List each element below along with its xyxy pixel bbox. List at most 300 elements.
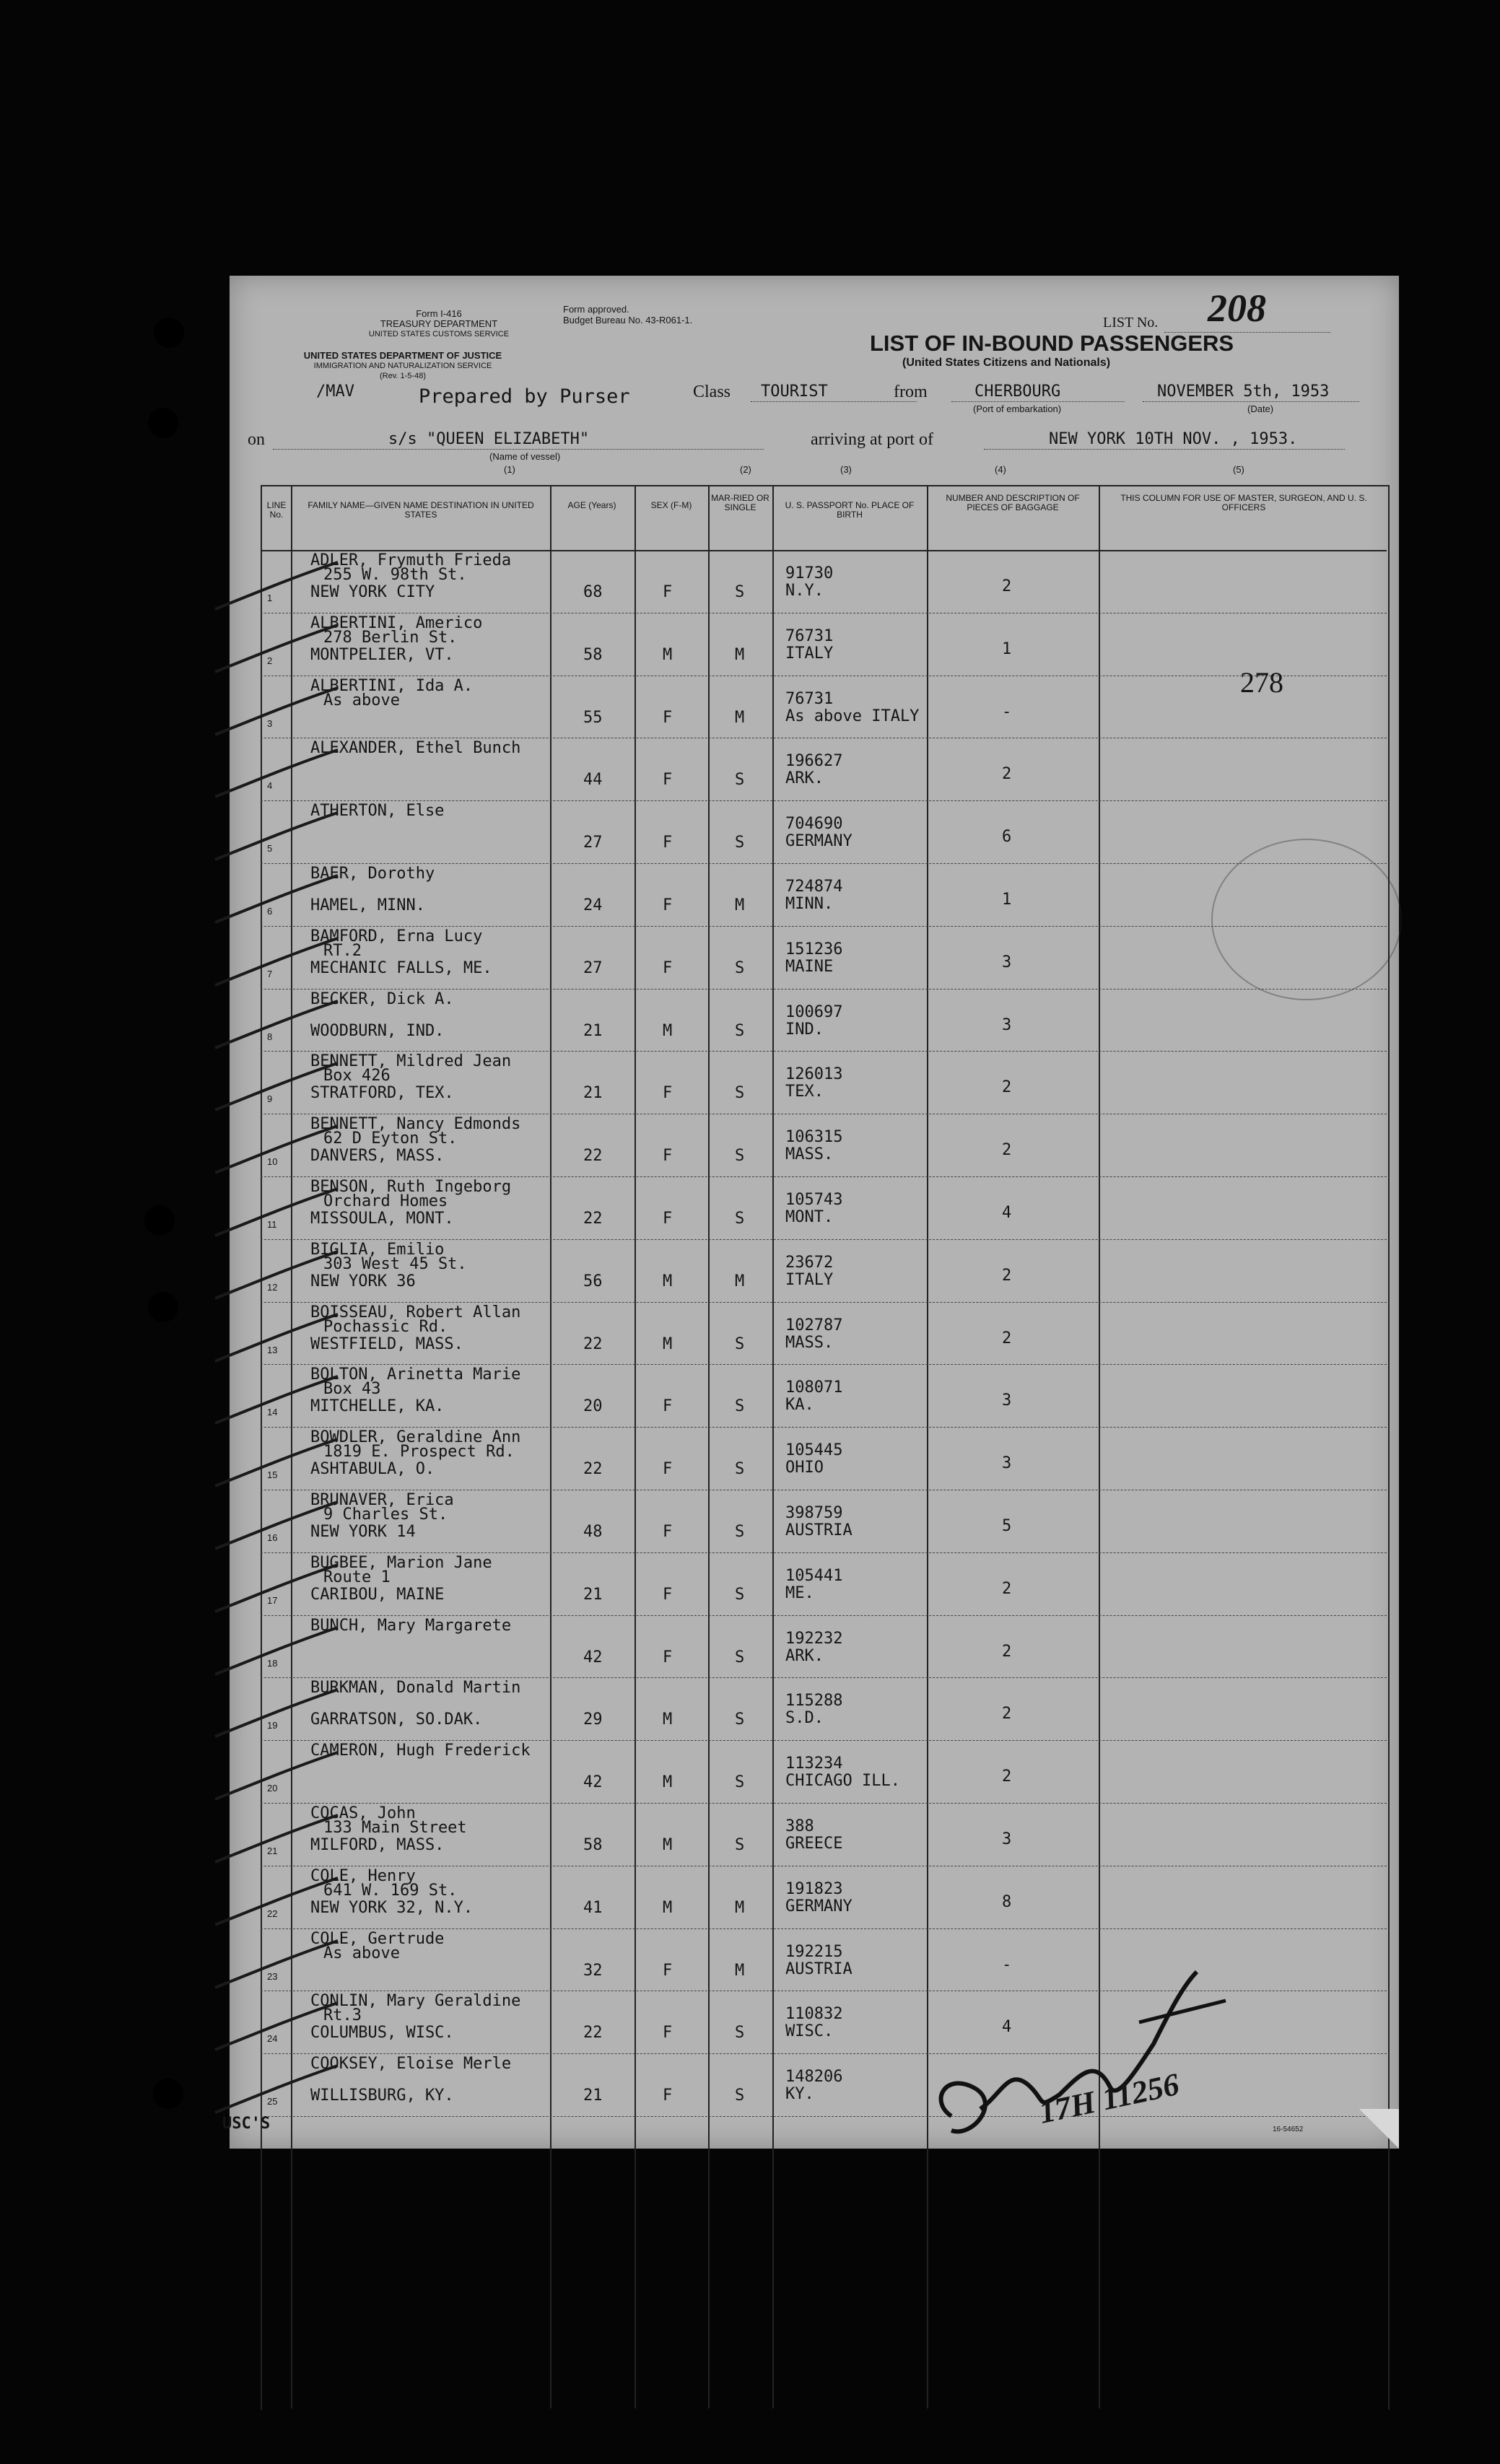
- cell-birth: GREECE: [785, 1835, 843, 1853]
- cell-ms: S: [735, 2087, 745, 2105]
- cell-lineno: 8: [267, 1031, 273, 1042]
- check-mark: [208, 1122, 345, 1180]
- cell-passport: 76731: [785, 626, 834, 645]
- arriving-label: arriving at port of: [811, 430, 933, 449]
- table-row: [230, 551, 1399, 611]
- cell-bags: 3: [1002, 1830, 1012, 1848]
- cell-lineno: 23: [267, 1970, 278, 1982]
- col-num-1: (1): [504, 464, 515, 475]
- cell-passport: 191823: [785, 1879, 843, 1898]
- cell-passport: 23672: [785, 1253, 834, 1272]
- cell-name: BAMFORD, Erna Lucy: [310, 927, 483, 945]
- cell-sex: F: [663, 1585, 673, 1604]
- cell-sex: F: [663, 1210, 673, 1228]
- form-revision: (Rev. 1-5-48): [380, 372, 426, 380]
- cell-passport: 113234: [785, 1755, 843, 1773]
- cell-birth: MINN.: [785, 895, 834, 913]
- cell-ms: S: [735, 834, 745, 852]
- cell-age: 58: [583, 645, 603, 664]
- cell-lineno: 11: [267, 1219, 277, 1230]
- cell-age: 27: [583, 958, 603, 977]
- cell-sex: F: [663, 1084, 673, 1103]
- table-row: [230, 1115, 1399, 1174]
- cell-ms: S: [735, 1648, 745, 1666]
- official-signature: [923, 1921, 1298, 2152]
- cell-age: 68: [583, 583, 603, 601]
- cell-name: CONLIN, Mary Geraldine: [310, 1992, 521, 2011]
- cell-birth: ARK.: [785, 1646, 824, 1665]
- form-subtitle: (United States Citizens and Nationals): [902, 357, 1111, 369]
- cell-bags: 8: [1002, 1892, 1012, 1911]
- cell-ms: S: [735, 958, 745, 977]
- table-row: [230, 927, 1399, 987]
- cell-ms: S: [735, 1523, 745, 1541]
- check-mark: [208, 1060, 345, 1117]
- cell-addr2: MISSOULA, MONT.: [310, 1210, 454, 1228]
- cell-birth: MASS.: [785, 1145, 834, 1164]
- check-mark: [208, 1561, 345, 1619]
- cell-name: BUGBEE, Marion Jane: [310, 1553, 492, 1572]
- list-no-label: LIST No.: [1103, 315, 1159, 331]
- cell-name: BURKMAN, Donald Martin: [310, 1679, 521, 1698]
- table-row: [230, 1366, 1399, 1425]
- cell-name: ALBERTINI, Ida A.: [310, 676, 474, 695]
- cell-addr2: WESTFIELD, MASS.: [310, 1334, 463, 1353]
- cell-bags: 2: [1002, 1266, 1012, 1285]
- cell-sex: F: [663, 1648, 673, 1666]
- cell-addr1: Pochassic Rd.: [323, 1317, 448, 1336]
- table-row: [230, 1241, 1399, 1300]
- from-label: from: [894, 383, 928, 401]
- cell-addr2: GARRATSON, SO.DAK.: [310, 1711, 483, 1729]
- cell-name: COOKSEY, Eloise Merle: [310, 2055, 512, 2074]
- cell-birth: S.D.: [785, 1709, 824, 1728]
- binder-hole: [148, 1292, 178, 1322]
- cell-ms: S: [735, 771, 745, 790]
- cell-age: 21: [583, 2087, 603, 2105]
- cell-addr1: As above: [323, 691, 400, 709]
- class-value: TOURIST: [761, 383, 828, 401]
- cell-passport: 115288: [785, 1692, 843, 1711]
- cell-addr1: Box 43: [323, 1380, 381, 1399]
- cell-bags: 2: [1002, 1579, 1012, 1598]
- cell-sex: F: [663, 1460, 673, 1479]
- departure-date: NOVEMBER 5th, 1953: [1157, 383, 1330, 401]
- cell-birth: N.Y.: [785, 582, 824, 600]
- cell-birth: OHIO: [785, 1459, 824, 1477]
- cell-lineno: 2: [267, 655, 273, 666]
- cell-sex: F: [663, 958, 673, 977]
- cell-age: 22: [583, 1147, 603, 1166]
- cell-bags: 5: [1002, 1517, 1012, 1535]
- cell-addr1: 133 Main Street: [323, 1819, 467, 1837]
- cell-sex: F: [663, 708, 673, 727]
- cell-sex: F: [663, 1523, 673, 1541]
- check-mark: [208, 746, 345, 804]
- cell-addr1: 278 Berlin St.: [323, 628, 458, 647]
- embarkation-port: CHERBOURG: [974, 383, 1061, 401]
- cell-age: 24: [583, 896, 603, 914]
- cell-passport: 106315: [785, 1128, 843, 1147]
- cell-age: 32: [583, 1961, 603, 1980]
- cell-addr2: MITCHELLE, KA.: [310, 1397, 445, 1416]
- cell-passport: 192232: [785, 1629, 843, 1648]
- table-row: [230, 1679, 1399, 1738]
- col-head-married: MAR-RIED OR SINGLE: [711, 493, 769, 512]
- check-mark: [208, 684, 345, 742]
- cell-sex: F: [663, 2087, 673, 2105]
- cell-ms: S: [735, 1836, 745, 1854]
- cell-bags: 3: [1002, 1454, 1012, 1473]
- cell-name: ALEXANDER, Ethel Bunch: [310, 739, 521, 758]
- cell-sex: F: [663, 583, 673, 601]
- cell-name: BUNCH, Mary Margarete: [310, 1616, 512, 1635]
- table-row: [230, 614, 1399, 673]
- cell-addr1: 1819 E. Prospect Rd.: [323, 1443, 515, 1462]
- cell-addr2: NEW YORK 32, N.Y.: [310, 1898, 474, 1917]
- cell-sex: F: [663, 2024, 673, 2043]
- cell-sex: M: [663, 1836, 673, 1854]
- cell-passport: 110832: [785, 2005, 843, 2024]
- cell-ms: S: [735, 1084, 745, 1103]
- cell-ms: S: [735, 1397, 745, 1416]
- cell-age: 58: [583, 1836, 603, 1854]
- signature-code: 17H 11256: [1036, 2066, 1182, 2131]
- check-mark: [208, 1937, 345, 1995]
- cell-name: ATHERTON, Else: [310, 802, 445, 821]
- cell-addr1: Rt.3: [323, 2006, 362, 2025]
- cell-birth: MASS.: [785, 1333, 834, 1352]
- cell-addr2: DANVERS, MASS.: [310, 1147, 445, 1166]
- cell-passport: 105441: [785, 1566, 843, 1585]
- cell-addr2: WILLISBURG, KY.: [310, 2087, 454, 2105]
- cell-passport: 105743: [785, 1191, 843, 1209]
- cell-age: 21: [583, 1021, 603, 1040]
- binder-hole: [153, 2079, 183, 2109]
- cell-name: COLE, Gertrude: [310, 1929, 445, 1948]
- table-row: [230, 1554, 1399, 1613]
- row-separator: [261, 1364, 1387, 1365]
- cell-bags: 2: [1002, 1642, 1012, 1661]
- manifest-page: [222, 276, 1399, 2149]
- cell-passport: 388: [785, 1817, 814, 1835]
- cell-bags: 6: [1002, 828, 1012, 847]
- cell-ms: S: [735, 1334, 745, 1353]
- cell-sex: M: [663, 1898, 673, 1917]
- cell-addr1: Orchard Homes: [323, 1192, 448, 1210]
- cell-addr1: 303 West 45 St.: [323, 1254, 467, 1273]
- check-mark: [208, 1436, 345, 1493]
- cell-addr1: Route 1: [323, 1568, 391, 1586]
- binder-hole: [144, 1205, 175, 1236]
- cell-passport: 151236: [785, 940, 843, 958]
- vessel-name: s/s "QUEEN ELIZABETH": [388, 430, 590, 448]
- cell-bags: 3: [1002, 1015, 1012, 1034]
- form-title: LIST OF IN-BOUND PASSENGERS: [870, 331, 1234, 356]
- row-separator: [261, 1176, 1387, 1177]
- cell-addr1: Box 426: [323, 1067, 391, 1085]
- col-num-4: (4): [995, 464, 1006, 475]
- cell-age: 42: [583, 1648, 603, 1666]
- cell-lineno: 22: [267, 1908, 278, 1919]
- cell-addr2: NEW YORK CITY: [310, 583, 435, 601]
- cell-addr1: 255 W. 98th St.: [323, 566, 467, 584]
- cell-bags: -: [1002, 702, 1012, 721]
- cell-birth: WISC.: [785, 2022, 834, 2041]
- table-row: [230, 1804, 1399, 1864]
- budget-bureau: Budget Bureau No. 43-R061-1.: [563, 315, 693, 326]
- check-mark: [208, 1624, 345, 1682]
- initials-mav: /MAV: [316, 383, 354, 401]
- form-approved: Form approved.: [563, 304, 629, 315]
- arrival-underline: [984, 449, 1345, 450]
- cell-lineno: 10: [267, 1156, 278, 1168]
- embarkation-caption: (Port of embarkation): [973, 403, 1062, 414]
- cell-passport: 108071: [785, 1379, 843, 1397]
- cell-birth: AUSTRIA: [785, 1960, 853, 1978]
- cell-addr2: HAMEL, MINN.: [310, 896, 425, 914]
- cell-name: COCAS, John: [310, 1804, 416, 1822]
- cell-lineno: 24: [267, 2033, 278, 2045]
- check-mark: [208, 1248, 345, 1306]
- cell-bags: 2: [1002, 1768, 1012, 1786]
- table-row: [230, 1052, 1399, 1111]
- cell-name: ALBERTINI, Americo: [310, 613, 483, 632]
- cell-bags: 2: [1002, 1705, 1012, 1724]
- cell-birth: ITALY: [785, 1270, 834, 1289]
- cell-addr2: CARIBOU, MAINE: [310, 1585, 445, 1604]
- cell-age: 22: [583, 1460, 603, 1479]
- cell-passport: 704690: [785, 815, 843, 834]
- cell-addr2: WOODBURN, IND.: [310, 1021, 445, 1040]
- cell-addr2: MONTPELIER, VT.: [310, 645, 454, 664]
- check-mark: [208, 2062, 345, 2120]
- cell-sex: M: [663, 1334, 673, 1353]
- cell-birth: KY.: [785, 2085, 814, 2104]
- check-mark: [208, 997, 345, 1055]
- row-separator: [261, 1051, 1387, 1052]
- table-row: [230, 990, 1399, 1049]
- cell-bags: 2: [1002, 1078, 1012, 1097]
- check-mark: [208, 621, 345, 679]
- cell-ms: S: [735, 1460, 745, 1479]
- cell-lineno: 20: [267, 1783, 278, 1794]
- row-separator: [261, 1552, 1387, 1553]
- cell-age: 21: [583, 1084, 603, 1103]
- cell-name: BENNETT, Nancy Edmonds: [310, 1115, 521, 1134]
- footer-code: 16-54652: [1273, 2126, 1304, 2133]
- table-row: [230, 739, 1399, 798]
- row-separator: [261, 1677, 1387, 1678]
- cell-bags: 2: [1002, 1329, 1012, 1347]
- cell-passport: 91730: [785, 564, 834, 582]
- table-row: [230, 802, 1399, 861]
- cell-sex: F: [663, 1961, 673, 1980]
- page-corner-curl: [1359, 2109, 1399, 2149]
- cell-ms: S: [735, 1021, 745, 1040]
- check-mark: [208, 872, 345, 930]
- cell-age: 42: [583, 1773, 603, 1792]
- footer-left: USC'S: [222, 2115, 271, 2133]
- table-row: [230, 1428, 1399, 1487]
- table-row: [230, 1303, 1399, 1363]
- cell-sex: F: [663, 1147, 673, 1166]
- check-mark: [208, 1498, 345, 1556]
- col-num-5: (5): [1233, 464, 1244, 475]
- cell-lineno: 21: [267, 1845, 278, 1856]
- cell-name: BOLTON, Arinetta Marie: [310, 1366, 521, 1384]
- table-row: [230, 1867, 1399, 1926]
- cell-sex: F: [663, 834, 673, 852]
- cell-passport: 105445: [785, 1441, 843, 1460]
- cell-passport: 196627: [785, 752, 843, 771]
- cell-lineno: 16: [267, 1532, 278, 1543]
- cell-age: 20: [583, 1397, 603, 1416]
- cell-sex: M: [663, 1021, 673, 1040]
- col-head-name: FAMILY NAME—GIVEN NAME DESTINATION IN UNITED STATES: [308, 500, 534, 520]
- row-separator: [261, 800, 1387, 801]
- cell-birth: ARK.: [785, 769, 824, 788]
- cell-birth: GERMANY: [785, 1897, 853, 1915]
- cell-lineno: 5: [267, 843, 273, 855]
- class-label: Class: [693, 383, 731, 401]
- cell-addr2: STRATFORD, TEX.: [310, 1084, 454, 1103]
- dept-justice: UNITED STATES DEPARTMENT OF JUSTICE: [303, 350, 502, 361]
- check-mark: [208, 1999, 345, 2057]
- cell-addr2: COLUMBUS, WISC.: [310, 2024, 454, 2043]
- cell-ms: S: [735, 1711, 745, 1729]
- cell-birth: KA.: [785, 1396, 814, 1415]
- cell-addr2: NEW YORK 36: [310, 1272, 416, 1290]
- cell-birth: MAINE: [785, 957, 834, 976]
- cell-birth: As above ITALY: [785, 707, 920, 725]
- cell-addr1: 641 W. 169 St.: [323, 1881, 458, 1900]
- list-no-value: 208: [1208, 287, 1266, 330]
- cell-bags: 3: [1002, 1392, 1012, 1410]
- cell-name: BAER, Dorothy: [310, 865, 435, 883]
- cell-birth: CHICAGO ILL.: [785, 1772, 900, 1791]
- col-head-passport: U. S. PASSPORT No. PLACE OF BIRTH: [785, 500, 915, 520]
- check-mark: [208, 1185, 345, 1243]
- cell-addr1: 62 D Eyton St.: [323, 1130, 458, 1148]
- cell-name: BENNETT, Mildred Jean: [310, 1052, 512, 1071]
- cell-passport: 148206: [785, 2068, 843, 2087]
- cell-ms: M: [735, 896, 745, 914]
- cell-addr2: ASHTABULA, O.: [310, 1460, 435, 1479]
- cell-birth: TEX.: [785, 1083, 824, 1101]
- col-head-sex: SEX (F-M): [650, 500, 692, 510]
- check-mark: [208, 1812, 345, 1869]
- cell-lineno: 14: [267, 1407, 278, 1418]
- cell-age: 22: [583, 1210, 603, 1228]
- cell-name: COLE, Henry: [310, 1866, 416, 1885]
- dept-treasury-sub: UNITED STATES CUSTOMS SERVICE: [368, 330, 510, 338]
- cell-birth: AUSTRIA: [785, 1521, 853, 1539]
- cell-sex: F: [663, 1397, 673, 1416]
- cell-passport: 102787: [785, 1316, 843, 1334]
- cell-bags: 2: [1002, 765, 1012, 784]
- prepared-by: Prepared by Purser: [419, 385, 630, 408]
- col-num-2: (2): [740, 464, 751, 475]
- cell-ms: M: [735, 708, 745, 727]
- cell-age: 22: [583, 1334, 603, 1353]
- cell-ms: S: [735, 1210, 745, 1228]
- cell-addr2: MILFORD, MASS.: [310, 1836, 445, 1854]
- cell-age: 29: [583, 1711, 603, 1729]
- cell-lineno: 3: [267, 717, 273, 729]
- dept-justice-sub: IMMIGRATION AND NATURALIZATION SERVICE: [313, 362, 492, 370]
- cell-lineno: 9: [267, 1093, 273, 1105]
- on-label: on: [248, 430, 265, 449]
- cell-passport: 398759: [785, 1504, 843, 1522]
- cell-addr1: RT.2: [323, 941, 362, 960]
- cell-birth: MONT.: [785, 1208, 834, 1226]
- cell-bags: 4: [1002, 2018, 1012, 2037]
- cell-sex: F: [663, 771, 673, 790]
- cell-addr2: MECHANIC FALLS, ME.: [310, 958, 492, 977]
- col-head-line: LINE No.: [266, 500, 287, 520]
- row-separator: [261, 1803, 1387, 1804]
- cell-age: 41: [583, 1898, 603, 1917]
- table-row: [230, 865, 1399, 924]
- cell-name: BOISSEAU, Robert Allan: [310, 1303, 521, 1321]
- cell-lineno: 12: [267, 1281, 278, 1293]
- cell-birth: ME.: [785, 1583, 814, 1602]
- cell-ms: M: [735, 1272, 745, 1290]
- cell-lineno: 17: [267, 1594, 278, 1606]
- cell-bags: 4: [1002, 1204, 1012, 1222]
- check-mark: [208, 559, 345, 616]
- margin-number: 278: [1240, 666, 1283, 699]
- row-separator: [261, 863, 1387, 864]
- cell-name: ADLER, Frymuth Frieda: [310, 551, 512, 569]
- cell-passport: 100697: [785, 1002, 843, 1021]
- row-separator: [261, 1239, 1387, 1240]
- cell-name: BECKER, Dick A.: [310, 989, 454, 1008]
- embarkation-underline: [951, 401, 1125, 402]
- check-mark: [208, 1373, 345, 1430]
- cell-sex: M: [663, 1272, 673, 1290]
- cell-ms: S: [735, 1773, 745, 1792]
- cell-passport: 724874: [785, 878, 843, 896]
- check-mark: [208, 1749, 345, 1807]
- cell-ms: S: [735, 1585, 745, 1604]
- cell-ms: M: [735, 1898, 745, 1917]
- cell-passport: 126013: [785, 1065, 843, 1084]
- check-mark: [208, 1874, 345, 1932]
- cell-ms: M: [735, 1961, 745, 1980]
- cell-sex: M: [663, 645, 673, 664]
- cell-lineno: 13: [267, 1344, 278, 1355]
- table-row: [230, 1491, 1399, 1550]
- cell-addr2: NEW YORK 14: [310, 1523, 416, 1541]
- table-row: [230, 677, 1399, 736]
- cell-ms: S: [735, 2024, 745, 2043]
- dept-treasury: TREASURY DEPARTMENT: [380, 318, 498, 329]
- cell-name: BOWDLER, Geraldine Ann: [310, 1428, 521, 1447]
- col-head-age: AGE (Years): [567, 500, 616, 510]
- cell-age: 27: [583, 834, 603, 852]
- cell-birth: ITALY: [785, 644, 834, 663]
- check-mark: [208, 1686, 345, 1744]
- check-mark: [208, 1311, 345, 1368]
- col-head-officers: THIS COLUMN FOR USE OF MASTER, SURGEON, AND U. S. OFFICERS: [1120, 493, 1367, 512]
- cell-bags: 2: [1002, 577, 1012, 595]
- binder-hole: [154, 318, 184, 348]
- cell-bags: -: [1002, 1955, 1012, 1974]
- cell-age: 44: [583, 771, 603, 790]
- cell-lineno: 7: [267, 968, 273, 979]
